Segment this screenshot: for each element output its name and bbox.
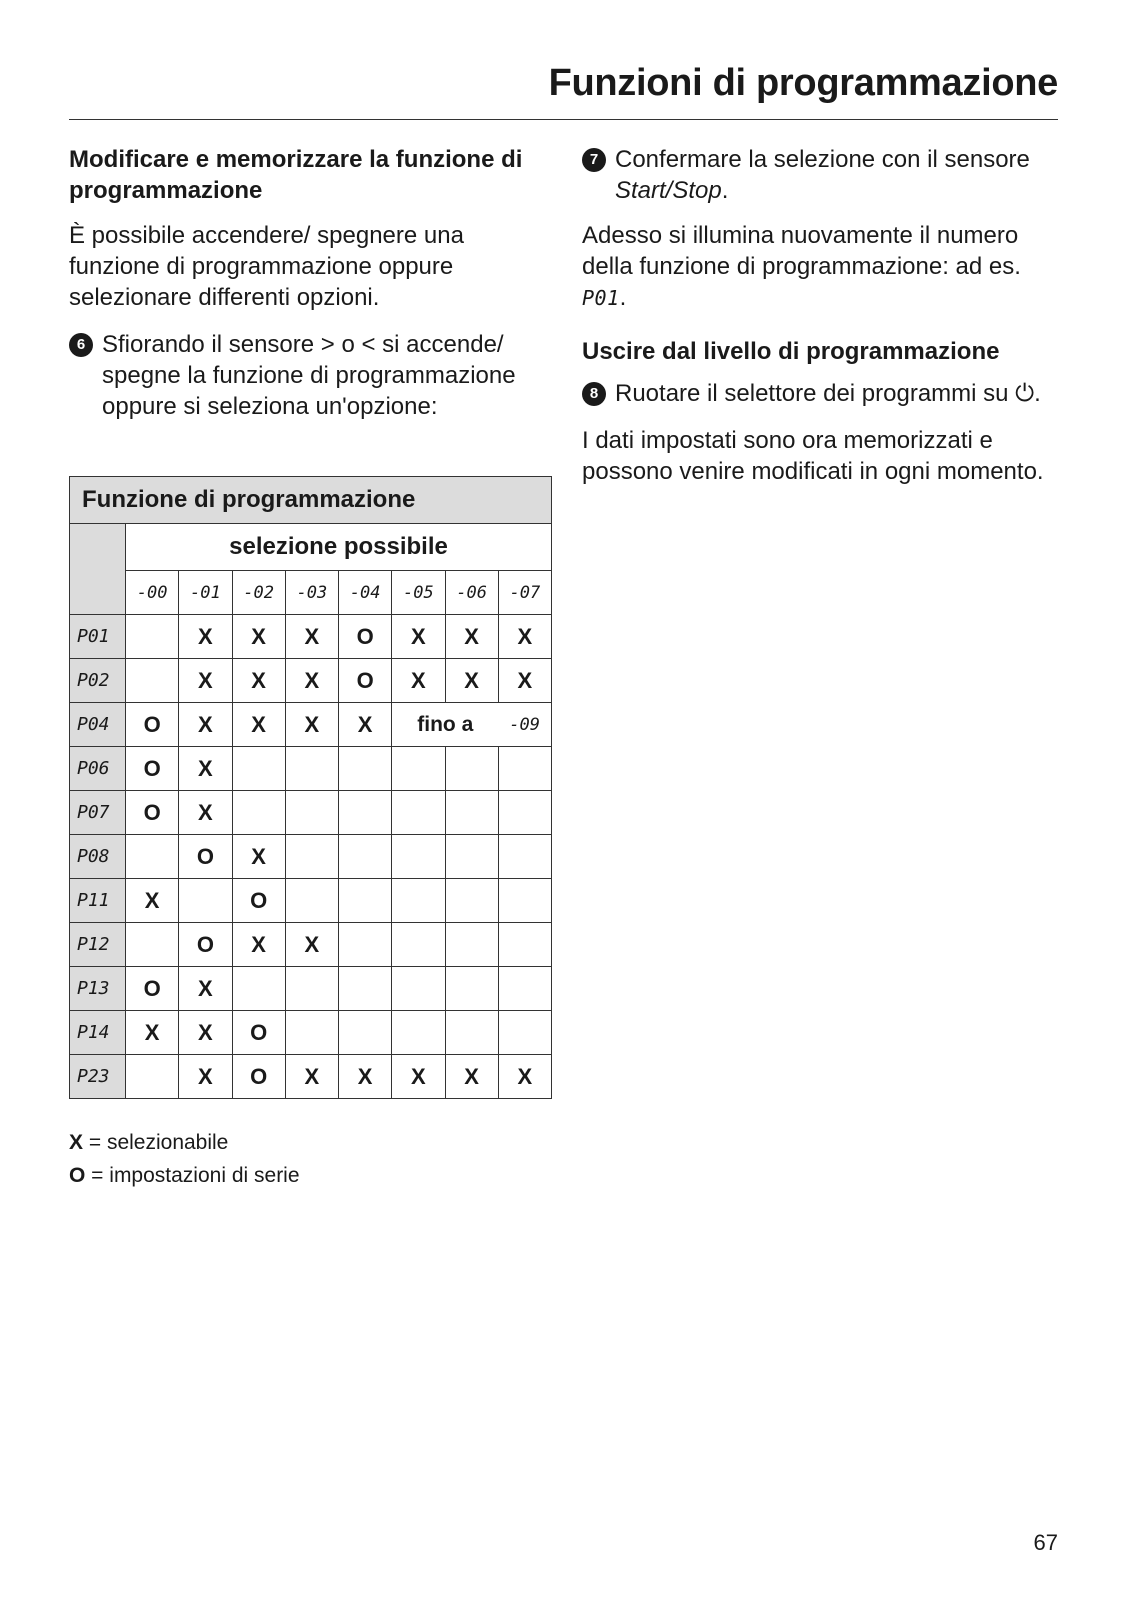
legend-o-text: = impostazioni di serie <box>85 1164 300 1187</box>
table-cell <box>285 967 338 1011</box>
row-code: P12 <box>70 923 126 967</box>
table-cell <box>392 747 445 791</box>
table-cell: O <box>126 703 179 747</box>
table-cell <box>339 923 392 967</box>
table-cell <box>126 835 179 879</box>
table-cell: O <box>232 879 285 923</box>
table-cell <box>392 879 445 923</box>
table-cell <box>445 747 498 791</box>
column-header-row <box>70 571 552 615</box>
section-heading-modify: Modificare e memorizzare la funzione di programmazione <box>69 146 523 204</box>
table-cell: X <box>285 923 338 967</box>
table-cell <box>392 1011 445 1055</box>
display-code: P01 <box>582 286 620 310</box>
range-end-code: -09 <box>498 703 551 747</box>
column-header: -00 <box>126 571 179 615</box>
table-cell: X <box>179 703 232 747</box>
table-cell: X <box>445 1055 498 1099</box>
table-row <box>70 835 552 879</box>
table-cell: X <box>179 747 232 791</box>
legend-o-symbol: O <box>69 1164 86 1187</box>
table-cell <box>285 747 338 791</box>
table-cell: X <box>498 659 551 703</box>
step-number-badge: 8 <box>582 382 606 406</box>
legend-x <box>69 1126 300 1159</box>
table-cell <box>445 791 498 835</box>
table-row <box>70 1055 552 1099</box>
table-cell: O <box>126 747 179 791</box>
step-7-text-b: . <box>721 177 729 204</box>
table-cell: X <box>232 923 285 967</box>
step-number-badge: 6 <box>69 333 93 357</box>
column-header: -04 <box>339 571 392 615</box>
step-8-text: Ruotare il selettore dei programmi su ⏻. <box>615 380 1041 407</box>
table-cell: X <box>179 1011 232 1055</box>
table-row <box>70 879 552 923</box>
table-cell: O <box>339 659 392 703</box>
table-cell <box>498 791 551 835</box>
table-cell: X <box>285 703 338 747</box>
table-corner <box>70 524 126 615</box>
table-cell: X <box>445 615 498 659</box>
table-cell: X <box>232 659 285 703</box>
table-cell: X <box>498 1055 551 1099</box>
table-cell: X <box>179 659 232 703</box>
legend-x-text: = selezionabile <box>83 1131 229 1154</box>
illumination-text: Adesso si illumina nuovamente il numero della funzione di programmazione: ad es. <box>582 222 1021 280</box>
table-cell <box>126 659 179 703</box>
table-row <box>70 703 552 747</box>
column-header: -01 <box>179 571 232 615</box>
step-number-badge: 7 <box>582 148 606 172</box>
row-code: P02 <box>70 659 126 703</box>
table-cell: X <box>179 967 232 1011</box>
table-cell <box>498 747 551 791</box>
table-cell <box>339 879 392 923</box>
table-cell <box>232 747 285 791</box>
table-title: Funzione di programmazione <box>70 477 552 524</box>
table-row <box>70 747 552 791</box>
table-cell <box>445 1011 498 1055</box>
table-cell: X <box>285 1055 338 1099</box>
row-code: P06 <box>70 747 126 791</box>
table-cell <box>126 923 179 967</box>
table-cell: X <box>285 615 338 659</box>
table-cell <box>232 791 285 835</box>
table-cell <box>392 835 445 879</box>
table-subtitle: selezione possibile <box>126 524 552 571</box>
table-cell: X <box>392 615 445 659</box>
row-code: P11 <box>70 879 126 923</box>
table-cell <box>445 967 498 1011</box>
table-cell: X <box>339 1055 392 1099</box>
section-heading-exit: Uscire dal livello di programmazione <box>582 338 1000 365</box>
table-cell <box>285 1011 338 1055</box>
table-row <box>70 923 552 967</box>
row-code: P13 <box>70 967 126 1011</box>
table-cell <box>498 1011 551 1055</box>
step-6-text: Sfiorando il sensore > o < si accende/ spegne la funzione di programmazione oppure si seleziona un'opzione: <box>102 331 516 420</box>
table-cell <box>285 879 338 923</box>
right-column <box>582 144 1062 487</box>
start-stop-label: Start/Stop <box>615 177 722 204</box>
table-cell: X <box>179 791 232 835</box>
table-cell <box>445 923 498 967</box>
table-cell <box>126 1055 179 1099</box>
row-code: P01 <box>70 615 126 659</box>
row-code: P14 <box>70 1011 126 1055</box>
header-divider <box>69 119 1058 120</box>
row-code: P04 <box>70 703 126 747</box>
table-cell <box>339 1011 392 1055</box>
table-cell <box>392 967 445 1011</box>
row-code: P08 <box>70 835 126 879</box>
table-cell: X <box>445 659 498 703</box>
table-cell <box>339 747 392 791</box>
table-cell: O <box>232 1055 285 1099</box>
illumination-paragraph <box>582 220 1062 314</box>
column-header: -02 <box>232 571 285 615</box>
saved-data-paragraph: I dati impostati sono ora memorizzati e possono venire modificati in ogni momento. <box>582 427 1044 485</box>
page-title: Funzioni di programmazione <box>548 62 1058 104</box>
table-cell <box>498 923 551 967</box>
illumination-end: . <box>619 284 627 311</box>
table-cell <box>285 791 338 835</box>
table-row <box>70 1011 552 1055</box>
step-7-text-a: Confermare la selezione con il sensore <box>615 146 1030 173</box>
table-cell <box>498 835 551 879</box>
table-cell <box>445 879 498 923</box>
table-cell <box>339 835 392 879</box>
table-cell <box>445 835 498 879</box>
table-cell: O <box>232 1011 285 1055</box>
table-cell: X <box>232 703 285 747</box>
table-cell: O <box>339 615 392 659</box>
table-cell <box>392 923 445 967</box>
table-cell <box>232 967 285 1011</box>
legend <box>69 1126 300 1192</box>
table-cell: X <box>392 1055 445 1099</box>
table-row <box>70 615 552 659</box>
table-cell <box>498 879 551 923</box>
intro-paragraph: È possibile accendere/ spegnere una funzione di programmazione oppure selezionare differenti opzioni. <box>69 222 464 311</box>
legend-o <box>69 1159 300 1192</box>
table-cell: X <box>285 659 338 703</box>
table-cell <box>339 967 392 1011</box>
table-cell <box>179 879 232 923</box>
table-cell: O <box>126 791 179 835</box>
table-cell: X <box>232 835 285 879</box>
step-6 <box>69 329 555 422</box>
range-cell: fino a <box>392 703 499 747</box>
column-header: -07 <box>498 571 551 615</box>
step-7 <box>582 144 1062 206</box>
table-cell: X <box>339 703 392 747</box>
table-row <box>70 967 552 1011</box>
programming-function-table <box>69 476 552 1099</box>
table-cell: O <box>179 923 232 967</box>
table-cell: X <box>126 1011 179 1055</box>
column-header: -03 <box>285 571 338 615</box>
row-code: P07 <box>70 791 126 835</box>
table-cell <box>285 835 338 879</box>
table-cell: X <box>126 879 179 923</box>
table-row <box>70 791 552 835</box>
row-code: P23 <box>70 1055 126 1099</box>
table-cell: X <box>179 615 232 659</box>
column-header: -05 <box>392 571 445 615</box>
step-8 <box>582 378 1062 409</box>
table-cell <box>126 615 179 659</box>
table-cell <box>392 791 445 835</box>
left-column <box>69 144 555 422</box>
table-cell: O <box>179 835 232 879</box>
column-header: -06 <box>445 571 498 615</box>
table-cell: X <box>498 615 551 659</box>
table-cell: O <box>126 967 179 1011</box>
table-cell: X <box>392 659 445 703</box>
table-cell: X <box>232 615 285 659</box>
table-cell: X <box>179 1055 232 1099</box>
table-cell <box>339 791 392 835</box>
table-row <box>70 659 552 703</box>
table-cell <box>498 967 551 1011</box>
page-number: 67 <box>1033 1530 1058 1555</box>
legend-x-symbol: X <box>69 1131 84 1154</box>
step-7-text <box>615 144 1062 206</box>
